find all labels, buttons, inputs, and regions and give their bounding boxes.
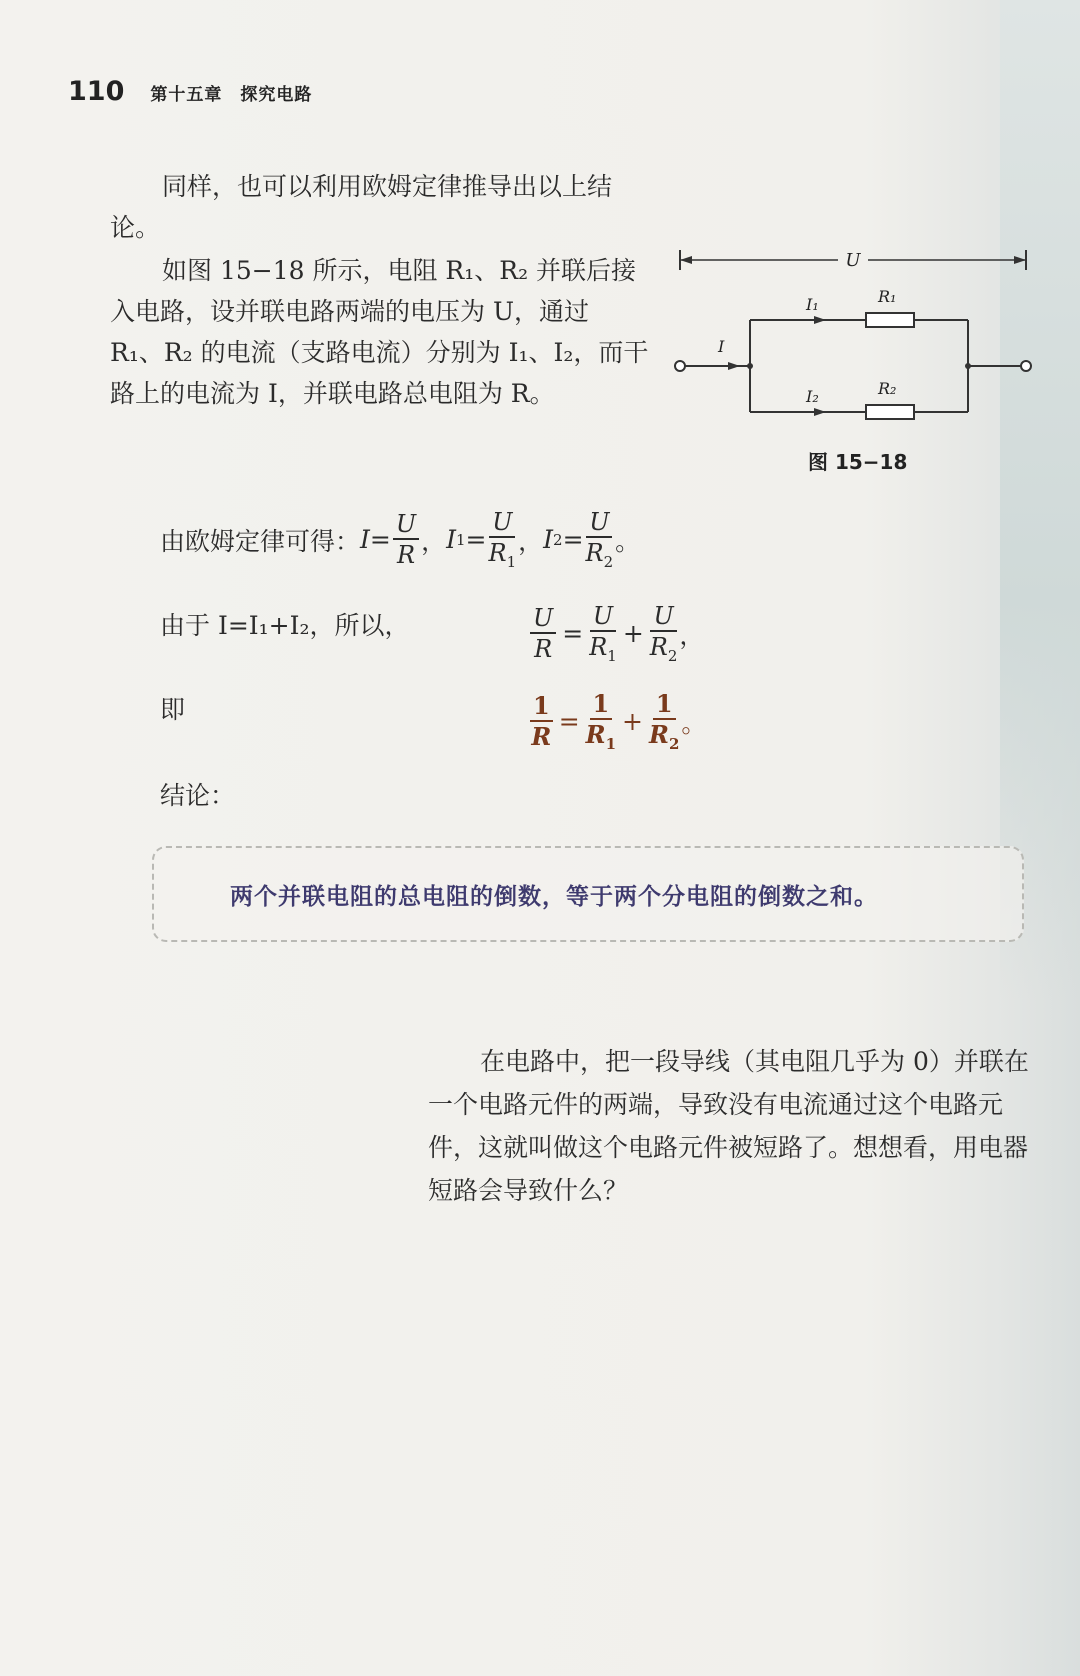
current-label-i2: I₂: [806, 387, 819, 406]
current-label-i: I: [718, 337, 725, 356]
figure-caption: 图 15−18: [808, 450, 908, 474]
resistor-r2: [866, 405, 914, 419]
fraction-u-over-r2: $\frac{U}{R_2}$: [585, 508, 614, 571]
paragraph-intro: [110, 166, 650, 248]
ji-label: 即: [160, 695, 186, 724]
conclusion-label: 结论：: [160, 781, 236, 810]
parallel-circuit-diagram: [668, 240, 1038, 440]
paragraph-short-circuit-text: 在电路中，把一段导线（其电阻几乎为 0）并联在一个电路元件的两端，导致没有电流通过这个电路元件，这就叫做这个电路元件被短路了。想想看，用电器短路会导致什么？: [428, 1047, 1029, 1205]
since-line: 由于 I=I₁+I₂，所以，: [160, 611, 410, 640]
left-terminal: [675, 361, 685, 371]
resistor-r1: [866, 313, 914, 327]
fraction-u-over-r1: $\frac{U}{R_1}$: [488, 508, 517, 571]
page-number: 110: [68, 76, 125, 107]
resistor-label-r2: R₂: [878, 379, 897, 398]
paragraph-setup: [110, 250, 650, 414]
paragraph-short-circuit: [428, 1040, 1038, 1212]
chapter-title: 第十五章 探究电路: [150, 85, 313, 105]
current-label-i1: I₁: [806, 295, 819, 314]
conclusion-text: 两个并联电阻的总电阻的倒数，等于两个分电阻的倒数之和。: [230, 884, 878, 910]
resistor-label-r1: R₁: [878, 287, 897, 306]
ohm-intro-text: 由欧姆定律可得：: [160, 526, 361, 556]
right-terminal: [1021, 361, 1031, 371]
voltage-label-u: U: [845, 250, 861, 271]
paragraph-setup-text: 如图 15−18 所示，电阻 R₁、R₂ 并联后接入电路，设并联电路两端的电压为 U，通过 R₁、R₂ 的电流（支路电流）分别为 I₁、I₂，而干路上的电流为 I，并联电路总电阻为 R。: [110, 256, 649, 408]
equation-reciprocal: $\frac{1}{R}$ = $\frac{1}{R_1}$ + $\frac{1}{R_2}$ 。: [531, 689, 707, 753]
ohm-law-line: 由欧姆定律可得： I = $\frac{U}{R}$ ， I 1 = $\frac{U}{R_1}$ ， I 2 = $\frac{U}{R_2}$ 。: [160, 508, 641, 571]
fraction-u-over-r: $\frac{U}{R}$: [393, 512, 419, 567]
page-header: [68, 76, 312, 107]
paragraph-intro-text: 同样，也可以利用欧姆定律推导出以上结论。: [110, 172, 613, 242]
circuit-figure: [668, 240, 1038, 440]
equation-sum-u: $\frac{U}{R}$ = $\frac{U}{R_1}$ + $\frac{U}{R_2}$ ，: [528, 604, 704, 664]
